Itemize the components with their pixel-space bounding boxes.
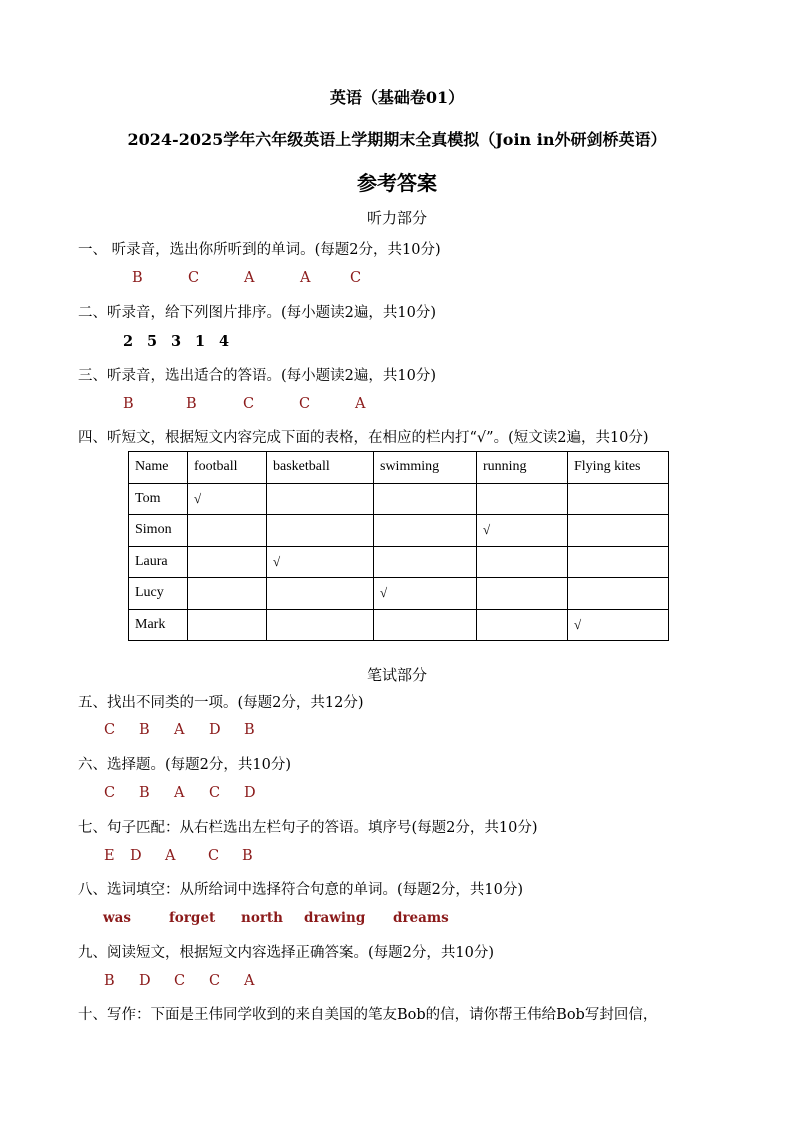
table-cell-name: Lucy xyxy=(129,578,188,610)
table-cell-name: Mark xyxy=(129,609,188,641)
table-cell: √ xyxy=(188,483,267,515)
answer-item: C xyxy=(104,722,116,738)
answer-item: C xyxy=(188,270,200,286)
table-cell xyxy=(267,609,374,641)
answer-item: A xyxy=(300,270,311,286)
table-header-cell: swimming xyxy=(374,452,477,484)
table-cell: √ xyxy=(477,515,568,547)
table-header-cell: football xyxy=(188,452,267,484)
activity-table xyxy=(128,451,669,641)
table-cell xyxy=(568,483,669,515)
document-title: 英语（基础卷01） xyxy=(329,88,465,107)
answer-item: B xyxy=(244,722,255,738)
answer-item: 5 xyxy=(147,333,158,350)
table-row xyxy=(129,483,669,515)
answer-item: C xyxy=(299,396,311,412)
table-header-cell: basketball xyxy=(267,452,374,484)
answer-item: A xyxy=(174,722,185,738)
table-cell: √ xyxy=(267,546,374,578)
answer-item: A xyxy=(174,785,185,801)
question-8: 八、选词填空：从所给词中选择符合句意的单词。(每题2分，共10分) xyxy=(78,882,523,898)
table-cell xyxy=(188,578,267,610)
answer-item: D xyxy=(130,848,142,864)
table-header-row xyxy=(129,452,669,484)
answer-heading: 参考答案 xyxy=(357,171,437,195)
question-6: 六、选择题。(每题2分，共10分) xyxy=(78,757,291,773)
table-cell xyxy=(188,546,267,578)
table-cell xyxy=(374,546,477,578)
table-cell xyxy=(568,515,669,547)
table-cell xyxy=(188,609,267,641)
answer-item: D xyxy=(139,973,151,989)
table-row xyxy=(129,515,669,547)
table-cell xyxy=(477,546,568,578)
table-cell-name: Laura xyxy=(129,546,188,578)
table-cell xyxy=(477,609,568,641)
answers-7 xyxy=(104,848,253,864)
table-cell-name: Tom xyxy=(129,483,188,515)
table-cell xyxy=(568,546,669,578)
answer-item: C xyxy=(174,973,186,989)
answer-item: B xyxy=(139,722,150,738)
table-row xyxy=(129,546,669,578)
answer-item: B xyxy=(242,848,253,864)
answer-item: C xyxy=(209,973,221,989)
answer-item: north xyxy=(241,910,283,926)
question-2: 二、听录音，给下列图片排序。(每小题读2遍，共10分) xyxy=(78,305,436,321)
question-9: 九、阅读短文，根据短文内容选择正确答案。(每题2分，共10分) xyxy=(78,945,494,961)
table-cell xyxy=(374,483,477,515)
writing-section-title: 笔试部分 xyxy=(366,666,427,684)
table-cell: √ xyxy=(568,609,669,641)
answer-item: 3 xyxy=(171,333,182,350)
answer-item: C xyxy=(209,785,221,801)
answer-item: 2 xyxy=(123,333,134,350)
answer-item: 4 xyxy=(219,333,230,350)
table-header-cell: running xyxy=(477,452,568,484)
answer-item: dreams xyxy=(393,910,449,926)
answer-item: B xyxy=(123,396,134,412)
answer-item: C xyxy=(208,848,220,864)
answer-item: A xyxy=(244,973,255,989)
answers-2 xyxy=(123,333,229,350)
table-cell xyxy=(267,578,374,610)
answer-item: C xyxy=(243,396,255,412)
listening-section-title: 听力部分 xyxy=(366,209,427,227)
answer-item: D xyxy=(244,785,256,801)
table-row xyxy=(129,578,669,610)
answer-item: B xyxy=(139,785,150,801)
answers-8 xyxy=(103,910,449,926)
answers-3 xyxy=(123,396,365,412)
answer-item: A xyxy=(244,270,255,286)
question-5: 五、找出不同类的一项。(每题2分，共12分) xyxy=(78,695,364,711)
document-subtitle: 2024-2025学年六年级英语上学期期末全真模拟（Join in外研剑桥英语） xyxy=(127,130,667,149)
table-cell xyxy=(477,578,568,610)
answers-5 xyxy=(104,722,255,738)
table-cell xyxy=(477,483,568,515)
answer-item: forget xyxy=(169,910,216,926)
answer-item: B xyxy=(186,396,197,412)
table-header-cell: Flying kites xyxy=(568,452,669,484)
answer-item: drawing xyxy=(304,910,366,926)
answer-item: A xyxy=(165,848,176,864)
answer-item: C xyxy=(350,270,362,286)
question-4: 四、听短文，根据短文内容完成下面的表格，在相应的栏内打“√”。(短文读2遍，共10分) xyxy=(78,430,649,446)
answers-9 xyxy=(104,973,254,989)
answers-1 xyxy=(132,270,361,286)
table-cell xyxy=(267,515,374,547)
table-cell xyxy=(267,483,374,515)
table-cell xyxy=(374,609,477,641)
answers-6 xyxy=(104,785,256,801)
table-cell-name: Simon xyxy=(129,515,188,547)
table-header-cell: Name xyxy=(129,452,188,484)
table-cell xyxy=(568,578,669,610)
answer-item: 1 xyxy=(195,333,206,350)
question-3: 三、听录音，选出适合的答语。(每小题读2遍，共10分) xyxy=(78,368,436,384)
table-row xyxy=(129,609,669,641)
question-7: 七、句子匹配：从右栏选出左栏句子的答语。填序号(每题2分，共10分) xyxy=(78,820,538,836)
answer-item: B xyxy=(132,270,143,286)
answer-item: D xyxy=(209,722,221,738)
answer-item: E xyxy=(104,848,115,864)
table-cell xyxy=(188,515,267,547)
answer-item: B xyxy=(104,973,115,989)
answer-item: was xyxy=(103,910,131,926)
table-cell: √ xyxy=(374,578,477,610)
question-10: 十、写作：下面是王伟同学收到的来自美国的笔友Bob的信，请你帮王伟给Bob写封回信， xyxy=(78,1007,658,1023)
answer-item: A xyxy=(355,396,366,412)
table-cell xyxy=(374,515,477,547)
question-1: 一、 听录音，选出你所听到的单词。(每题2分，共10分) xyxy=(78,242,441,258)
answer-item: C xyxy=(104,785,116,801)
